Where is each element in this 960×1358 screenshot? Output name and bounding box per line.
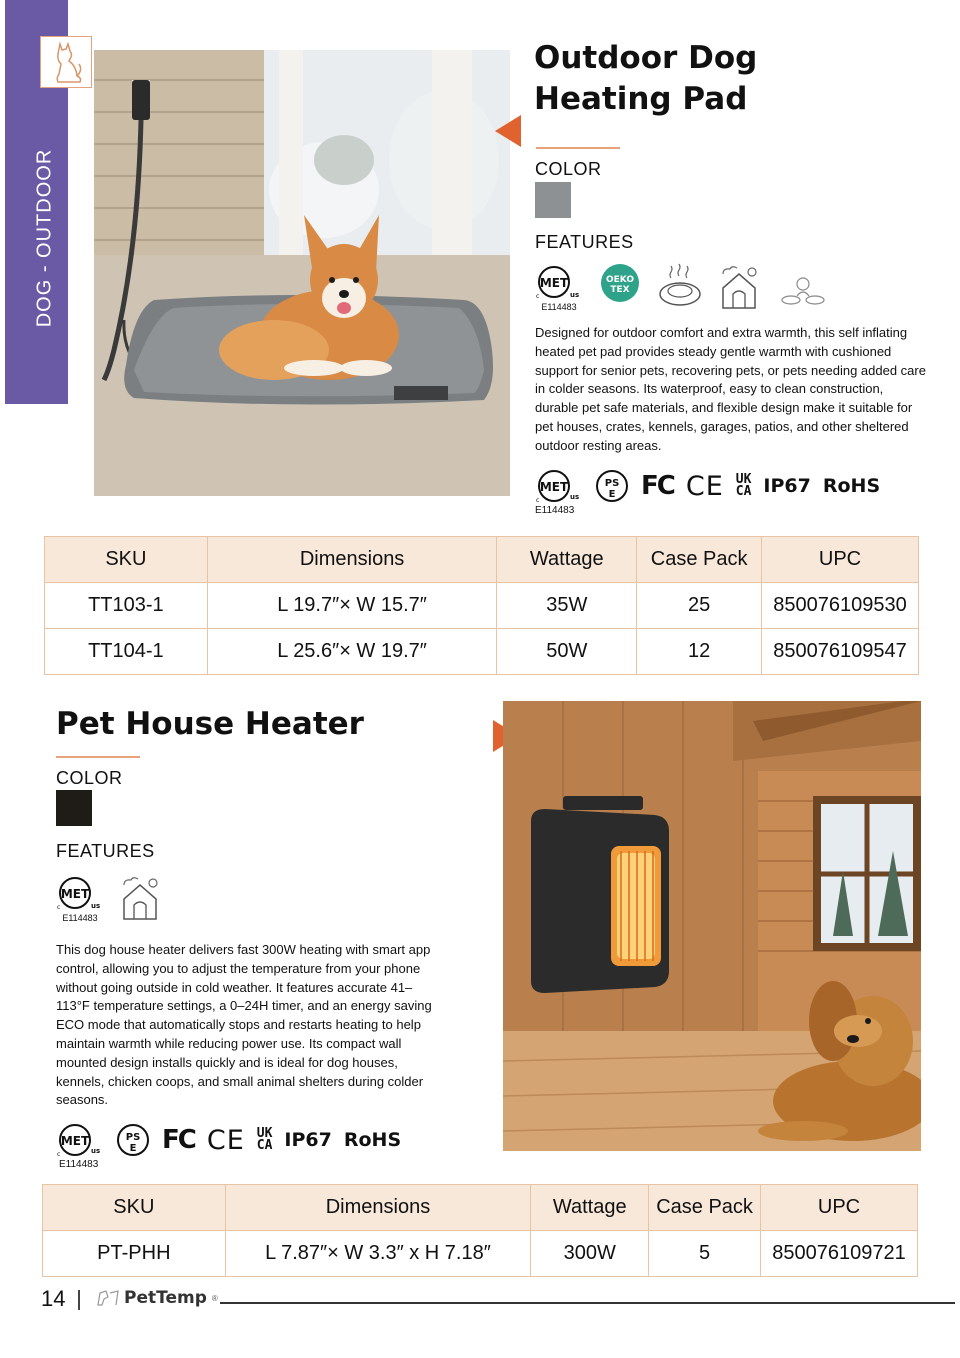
table-cell: 850076109530 <box>762 583 919 629</box>
ukca-mark-icon <box>257 1128 273 1152</box>
brand-logo <box>96 1288 218 1308</box>
title-divider <box>536 147 620 149</box>
heating-pad-photo <box>94 50 510 496</box>
ca-text: CA <box>256 1138 273 1153</box>
dog-house-weather-icon <box>120 873 164 921</box>
dog-house-weather-icon <box>719 262 763 310</box>
pse-mark-icon <box>116 1123 150 1157</box>
met-code: E114483 <box>62 913 98 923</box>
dog-sitting-icon <box>40 36 92 88</box>
table-cell: 850076109547 <box>762 629 919 675</box>
oeko-tex-icon <box>599 262 641 304</box>
ca-text: CA <box>735 484 752 499</box>
multi-pet-bowls-icon <box>779 262 827 310</box>
column-header: Dimensions <box>207 537 497 583</box>
color-swatch-gray <box>535 182 571 218</box>
title-line: Heating Pad <box>534 81 748 117</box>
us-mark-text: us <box>91 1147 101 1155</box>
table-cell: 300W <box>531 1231 649 1277</box>
column-header: UPC <box>761 1185 918 1231</box>
met-mark-text: MET <box>60 887 90 901</box>
ip-rating: IP67 <box>284 1129 332 1151</box>
pettemp-logo-icon <box>96 1289 120 1307</box>
fcc-mark-icon: FC <box>162 1125 195 1155</box>
table-header-row <box>45 537 919 583</box>
met-certification-icon <box>535 262 583 312</box>
house-heater-photo <box>503 701 921 1151</box>
c-mark-text: c <box>536 293 540 300</box>
table-cell: L 19.7″× W 15.7″ <box>207 583 497 629</box>
ce-mark-icon: CE <box>685 470 724 502</box>
table-cell: 12 <box>637 629 762 675</box>
features-label: FEATURES <box>535 232 634 252</box>
color-label: COLOR <box>56 768 123 788</box>
ce-mark-icon: CE <box>206 1124 245 1156</box>
certifications-row <box>56 1122 401 1158</box>
ip-rating: IP67 <box>763 475 811 497</box>
spec-table <box>44 536 919 675</box>
pet-bed-warmth-icon <box>657 262 703 308</box>
pointer-arrow-icon <box>495 115 521 147</box>
met-certification-icon <box>56 1122 104 1158</box>
product-description: Designed for outdoor comfort and extra warmth, this self inflating heated pet pad provides steady gentle warmth with cushioned support for senior pets, recovering pets, or pets needing added care in colder seasons. Its waterproof, easy to clean construction, durable pet safe materials, and flexible design make it suitable for pet houses, crates, kennels, garages, patios, and other sheltered outdoor resting areas. <box>535 325 926 453</box>
table-cell: 50W <box>497 629 637 675</box>
us-mark-text: us <box>570 493 580 501</box>
spec-table <box>42 1184 918 1277</box>
table-cell: 25 <box>637 583 762 629</box>
column-header: UPC <box>762 537 919 583</box>
product-title: Pet House Heater <box>56 706 364 742</box>
us-mark-text: us <box>91 902 101 910</box>
footer-divider <box>78 1290 80 1310</box>
uk-text: UK <box>256 1126 273 1141</box>
pse-bottom-text: E <box>129 1143 137 1154</box>
met-code: E114483 <box>541 302 577 312</box>
table-row <box>45 583 919 629</box>
column-header: Dimensions <box>225 1185 531 1231</box>
features-label: FEATURES <box>56 841 155 861</box>
pse-top-text: PS <box>604 478 620 489</box>
table-cell: L 25.6″× W 19.7″ <box>207 629 497 675</box>
category-label: DOG - OUTDOOR <box>33 148 56 328</box>
title-divider <box>56 756 140 758</box>
rohs-mark: RoHS <box>343 1129 402 1151</box>
column-header: Case Pack <box>637 537 762 583</box>
product-description: This dog house heater delivers fast 300W heating with smart app control, allowing you to adjust the temperature from your phone without going outside in cold weather. It features accurate 41–113°F temperature settings, a 0–24H timer, and an energy saving ECO mode that automatically stops and restarts heating to help maintain warmth while reducing power use. Its compact wall mounted design installs quickly and is ideal for dog houses, kennels, chicken coops, and small animal shelters during colder seasons. <box>56 942 432 1108</box>
table-row <box>45 629 919 675</box>
c-mark-text: c <box>57 904 61 911</box>
table-cell: PT-PHH <box>43 1231 226 1277</box>
product-title <box>534 38 814 120</box>
us-mark-text: us <box>570 291 580 299</box>
column-header: SKU <box>45 537 208 583</box>
table-cell: 850076109721 <box>761 1231 918 1277</box>
certifications-row <box>535 468 880 504</box>
color-swatch-black <box>56 790 92 826</box>
met-certification-icon <box>56 873 104 923</box>
pse-top-text: PS <box>125 1132 141 1143</box>
registered-mark: ® <box>211 1293 218 1303</box>
table-header-row <box>43 1185 918 1231</box>
tex-text: TEX <box>610 285 630 295</box>
cert-code: E114483 <box>59 1159 99 1170</box>
table-cell: 35W <box>497 583 637 629</box>
footer-rule <box>220 1302 955 1304</box>
oeko-text: OEKO <box>605 275 635 285</box>
cert-code: E114483 <box>535 505 575 516</box>
features-icons <box>56 873 164 923</box>
c-mark-text: c <box>57 1151 61 1158</box>
features-icons <box>535 262 827 312</box>
table-cell: L 7.87″× W 3.3″ x H 7.18″ <box>225 1231 531 1277</box>
table-cell: TT103-1 <box>45 583 208 629</box>
table-cell: 5 <box>649 1231 761 1277</box>
uk-text: UK <box>735 472 752 487</box>
pse-mark-icon <box>595 469 629 503</box>
column-header: SKU <box>43 1185 226 1231</box>
ukca-mark-icon <box>736 474 752 498</box>
column-header: Wattage <box>531 1185 649 1231</box>
page-number: 14 <box>41 1286 66 1311</box>
title-line: Outdoor Dog <box>534 40 758 76</box>
met-certification-icon <box>535 468 583 504</box>
color-label: COLOR <box>535 159 602 179</box>
column-header: Wattage <box>497 537 637 583</box>
table-cell: TT104-1 <box>45 629 208 675</box>
met-mark-text: MET <box>539 480 569 494</box>
c-mark-text: c <box>536 497 540 504</box>
met-mark-text: MET <box>539 276 569 290</box>
column-header: Case Pack <box>649 1185 761 1231</box>
rohs-mark: RoHS <box>822 475 881 497</box>
brand-name: PetTemp <box>124 1288 207 1308</box>
met-mark-text: MET <box>60 1134 90 1148</box>
table-row <box>43 1231 918 1277</box>
pse-bottom-text: E <box>608 489 616 500</box>
fcc-mark-icon: FC <box>641 471 674 501</box>
